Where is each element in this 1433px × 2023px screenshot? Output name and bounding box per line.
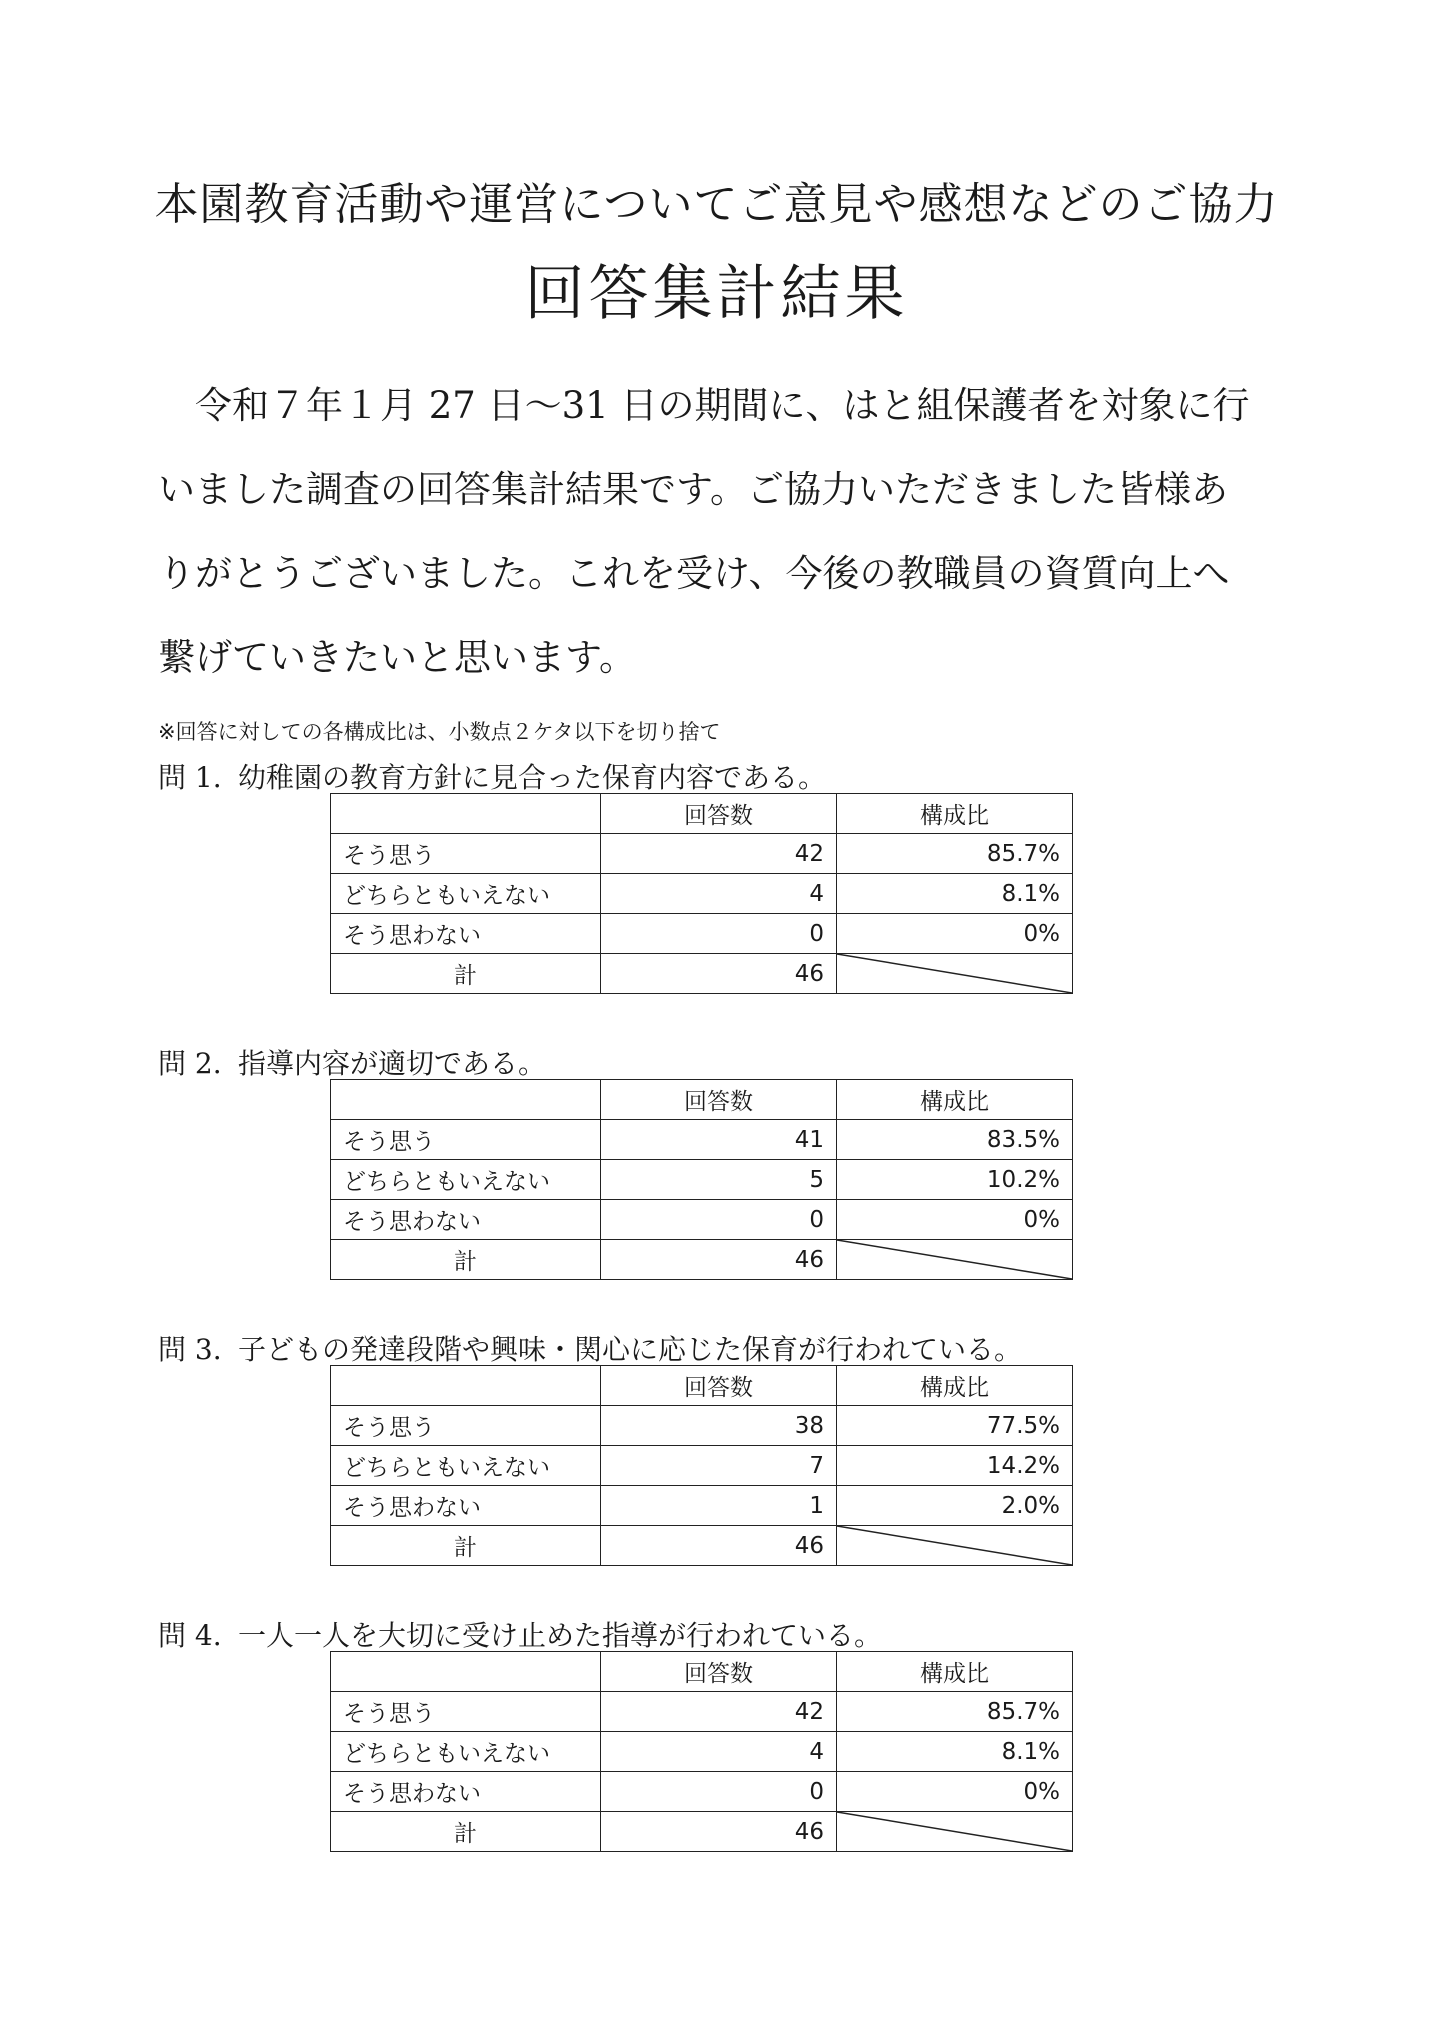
table-header-row: [331, 794, 1073, 834]
row-label: そう思う: [331, 1120, 601, 1160]
intro-line: 繋げていきたいと思います。: [158, 636, 637, 679]
total-label: 計: [331, 1526, 601, 1566]
row-label: そう思う: [331, 834, 601, 874]
row-count: 42: [601, 834, 837, 874]
row-label: そう思う: [331, 1692, 601, 1732]
question-number: 問 2.: [158, 1047, 222, 1080]
question-text: 指導内容が適切である。: [238, 1047, 547, 1080]
question-2-title: [158, 1042, 546, 1082]
total-label: 計: [331, 1812, 601, 1852]
row-count: 7: [601, 1446, 837, 1486]
question-1-table: [330, 793, 1073, 994]
intro-line: りがとうございました。これを受け、今後の教職員の資質向上へ: [158, 552, 1230, 595]
row-ratio: 83.5%: [837, 1120, 1073, 1160]
intro-paragraph: [158, 364, 1293, 700]
row-label: そう思わない: [331, 1200, 601, 1240]
row-label: どちらともいえない: [331, 1732, 601, 1772]
table-row: [331, 1200, 1073, 1240]
total-row: [331, 954, 1073, 994]
rounding-note: ※回答に対しての各構成比は、小数点２ケタ以下を切り捨て: [158, 720, 721, 744]
header-label: [331, 1366, 601, 1406]
table-row: [331, 1772, 1073, 1812]
row-ratio: 10.2%: [837, 1160, 1073, 1200]
row-count: 41: [601, 1120, 837, 1160]
row-label: どちらともいえない: [331, 1446, 601, 1486]
header-label: [331, 794, 601, 834]
question-4-title: [158, 1614, 882, 1654]
table-header-row: [331, 1652, 1073, 1692]
row-ratio: 14.2%: [837, 1446, 1073, 1486]
total-count: 46: [601, 1812, 837, 1852]
header-ratio: 構成比: [837, 1366, 1073, 1406]
question-number: 問 4.: [158, 1619, 222, 1652]
total-label: 計: [331, 1240, 601, 1280]
header-ratio: 構成比: [837, 1080, 1073, 1120]
table-row: [331, 1446, 1073, 1486]
header-label: [331, 1080, 601, 1120]
question-3-table: [330, 1365, 1073, 1566]
row-ratio: 0%: [837, 914, 1073, 954]
table-header-row: [331, 1080, 1073, 1120]
total-count: 46: [601, 1526, 837, 1566]
header-count: 回答数: [601, 1366, 837, 1406]
empty-diagonal-cell: [837, 1240, 1073, 1280]
row-count: 4: [601, 874, 837, 914]
question-3-title: [158, 1328, 1022, 1368]
row-ratio: 8.1%: [837, 1732, 1073, 1772]
empty-diagonal-cell: [837, 1526, 1073, 1566]
question-number: 問 1.: [158, 761, 222, 794]
total-label: 計: [331, 954, 601, 994]
question-text: 子どもの発達段階や興味・関心に応じた保育が行われている。: [238, 1333, 1023, 1366]
table-header-row: [331, 1366, 1073, 1406]
document-subtitle: 回答集計結果: [524, 259, 909, 329]
row-ratio: 0%: [837, 1772, 1073, 1812]
row-count: 0: [601, 1772, 837, 1812]
row-ratio: 2.0%: [837, 1486, 1073, 1526]
header-label: [331, 1652, 601, 1692]
row-ratio: 0%: [837, 1200, 1073, 1240]
total-row: [331, 1812, 1073, 1852]
diagonal-line: [837, 1240, 1072, 1279]
total-count: 46: [601, 1240, 837, 1280]
row-label: どちらともいえない: [331, 874, 601, 914]
row-label: どちらともいえない: [331, 1160, 601, 1200]
total-count: 46: [601, 954, 837, 994]
row-ratio: 85.7%: [837, 1692, 1073, 1732]
table-row: [331, 834, 1073, 874]
row-ratio: 8.1%: [837, 874, 1073, 914]
intro-line: いました調査の回答集計結果です。ご協力いただきました皆様あ: [158, 468, 1229, 511]
header-ratio: 構成比: [837, 1652, 1073, 1692]
row-label: そう思わない: [331, 914, 601, 954]
row-label: そう思う: [331, 1406, 601, 1446]
diagonal-line: [837, 1526, 1072, 1565]
question-text: 一人一人を大切に受け止めた指導が行われている。: [238, 1619, 883, 1652]
question-text: 幼稚園の教育方針に見合った保育内容である。: [238, 761, 827, 794]
row-label: そう思わない: [331, 1772, 601, 1812]
table-row: [331, 1692, 1073, 1732]
header-count: 回答数: [601, 1652, 837, 1692]
question-4-table: [330, 1651, 1073, 1852]
table-row: [331, 1406, 1073, 1446]
row-count: 42: [601, 1692, 837, 1732]
table-row: [331, 874, 1073, 914]
intro-line: 令和７年１月 27 日～31 日の期間に、はと組保護者を対象に行: [195, 384, 1250, 427]
table-row: [331, 1120, 1073, 1160]
row-count: 0: [601, 1200, 837, 1240]
row-count: 4: [601, 1732, 837, 1772]
row-ratio: 77.5%: [837, 1406, 1073, 1446]
header-count: 回答数: [601, 1080, 837, 1120]
table-row: [331, 1486, 1073, 1526]
empty-diagonal-cell: [837, 954, 1073, 994]
row-label: そう思わない: [331, 1486, 601, 1526]
total-row: [331, 1526, 1073, 1566]
table-row: [331, 914, 1073, 954]
document-title: 本園教育活動や運営についてご意見や感想などのご協力: [154, 179, 1279, 230]
empty-diagonal-cell: [837, 1812, 1073, 1852]
table-row: [331, 1160, 1073, 1200]
diagonal-line: [837, 1812, 1072, 1851]
diagonal-line: [837, 954, 1072, 993]
header-ratio: 構成比: [837, 794, 1073, 834]
row-count: 1: [601, 1486, 837, 1526]
total-row: [331, 1240, 1073, 1280]
table-row: [331, 1732, 1073, 1772]
row-count: 0: [601, 914, 837, 954]
row-count: 5: [601, 1160, 837, 1200]
question-1-title: [158, 756, 826, 796]
question-2-table: [330, 1079, 1073, 1280]
question-number: 問 3.: [158, 1333, 222, 1366]
row-count: 38: [601, 1406, 837, 1446]
header-count: 回答数: [601, 794, 837, 834]
row-ratio: 85.7%: [837, 834, 1073, 874]
